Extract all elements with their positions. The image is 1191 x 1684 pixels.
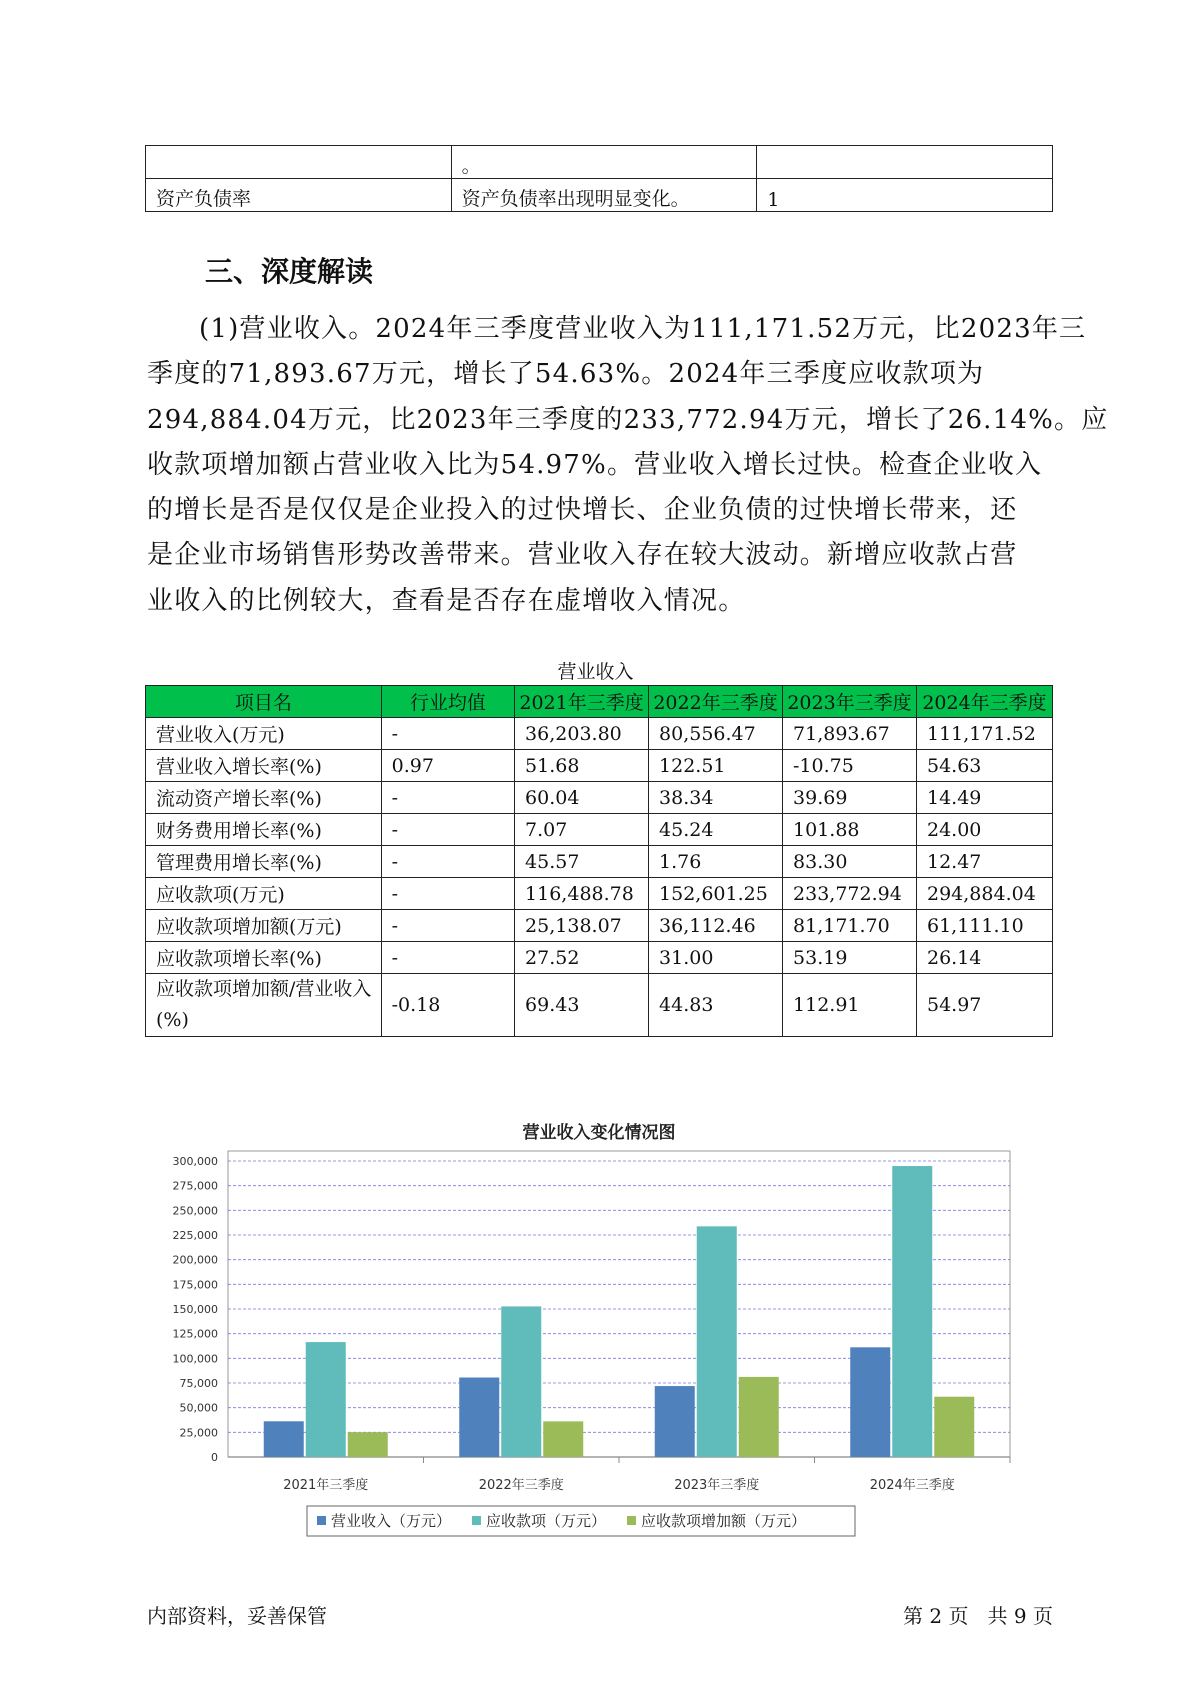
table-cell: 81,171.70	[783, 910, 917, 942]
bar	[264, 1421, 304, 1457]
table-cell: 1.76	[649, 846, 783, 878]
bar	[739, 1377, 779, 1457]
y-tick-label: 200,000	[172, 1253, 218, 1267]
legend-label: 应收款项（万元）	[486, 1512, 607, 1530]
table-cell: 45.57	[515, 846, 649, 878]
bar	[655, 1386, 695, 1457]
table-cell: -	[381, 718, 514, 750]
table-cell: -	[381, 910, 514, 942]
y-tick-label: 175,000	[172, 1278, 218, 1292]
table-cell: 0.97	[381, 750, 514, 782]
table-row	[146, 179, 1053, 212]
y-tick-label: 25,000	[179, 1426, 218, 1440]
table-cell: 83.30	[783, 846, 917, 878]
table-cell: -	[381, 814, 514, 846]
row-label: 管理费用增长率(%)	[146, 846, 382, 878]
table-cell: 24.00	[917, 814, 1053, 846]
table-cell: 122.51	[649, 750, 783, 782]
paragraph-line: 是企业市场销售形势改善带来。营业收入存在较大波动。新增应收款占营	[147, 540, 1018, 571]
x-tick-label: 2021年三季度	[283, 1478, 369, 1493]
table-cell: 54.97	[917, 974, 1053, 1037]
revenue-table	[145, 685, 1053, 1037]
bar	[501, 1306, 541, 1457]
y-tick-label: 125,000	[172, 1327, 218, 1341]
bar	[934, 1397, 974, 1457]
table-cell: 80,556.47	[649, 718, 783, 750]
paragraph-line: (1)营业收入。2024年三季度营业收入为111,171.52万元，比2023年三	[199, 314, 1087, 344]
y-tick-label: 275,000	[172, 1179, 218, 1193]
table-cell: 116,488.78	[515, 878, 649, 910]
y-tick-label: 250,000	[172, 1204, 218, 1218]
table-cell: -	[381, 878, 514, 910]
revenue-chart	[145, 1100, 1053, 1560]
y-tick-label: 50,000	[179, 1401, 218, 1415]
column-header: 2021年三季度	[515, 686, 649, 718]
row-label: 财务费用增长率(%)	[146, 814, 382, 846]
table-cell: 31.00	[649, 942, 783, 974]
table-header-row	[146, 686, 1053, 718]
table-caption: 营业收入	[557, 661, 634, 683]
table-cell: 152,601.25	[649, 878, 783, 910]
table-cell: 39.69	[783, 782, 917, 814]
table-cell: 44.83	[649, 974, 783, 1037]
bar	[697, 1226, 737, 1457]
table-row	[146, 718, 1053, 750]
row-label: 流动资产增长率(%)	[146, 782, 382, 814]
table-cell: 71,893.67	[783, 718, 917, 750]
table-row	[146, 782, 1053, 814]
table-cell	[146, 146, 452, 179]
x-tick-label: 2022年三季度	[478, 1478, 564, 1493]
table-row	[146, 878, 1053, 910]
bar	[892, 1166, 932, 1457]
table-cell: 36,203.80	[515, 718, 649, 750]
legend-label: 营业收入（万元）	[331, 1512, 452, 1530]
row-label: 应收款项增加额(万元)	[146, 910, 382, 942]
table-cell: -10.75	[783, 750, 917, 782]
y-tick-label: 225,000	[172, 1229, 218, 1242]
table-row	[146, 750, 1053, 782]
summary-table	[145, 145, 1053, 212]
row-label: 应收款项增加额/营业收入(%)	[146, 974, 382, 1037]
bar	[850, 1347, 890, 1457]
bar	[306, 1342, 346, 1457]
y-tick-label: 300,000	[172, 1155, 218, 1168]
table-cell: 资产负债率出现明显变化。	[451, 179, 757, 212]
paragraph-line: 收款项增加额占营业收入比为54.97%。营业收入增长过快。检查企业收入	[147, 449, 1043, 480]
paragraph-line: 业收入的比例较大，查看是否存在虚增收入情况。	[147, 585, 746, 616]
table-cell: 60.04	[515, 782, 649, 814]
y-tick-label: 0	[211, 1451, 218, 1464]
table-cell: 54.63	[917, 750, 1053, 782]
section-heading: 三、深度解读	[205, 255, 374, 288]
row-label: 应收款项(万元)	[146, 878, 382, 910]
table-cell	[757, 146, 1053, 179]
x-tick-label: 2023年三季度	[674, 1478, 760, 1493]
table-cell: 12.47	[917, 846, 1053, 878]
column-header: 2024年三季度	[917, 686, 1053, 718]
table-cell: 36,112.46	[649, 910, 783, 942]
footer-confidential: 内部资料，妥善保管	[147, 1604, 327, 1628]
table-cell: 7.07	[515, 814, 649, 846]
y-tick-label: 75,000	[179, 1377, 218, 1390]
y-tick-label: 100,000	[172, 1352, 218, 1366]
row-label: 营业收入(万元)	[146, 718, 382, 750]
table-cell: 27.52	[515, 942, 649, 974]
legend-swatch	[472, 1516, 481, 1525]
chart-title: 营业收入变化情况图	[522, 1123, 676, 1143]
table-row	[146, 814, 1053, 846]
row-label: 应收款项增长率(%)	[146, 942, 382, 974]
bar	[543, 1421, 583, 1457]
bar	[348, 1432, 388, 1457]
table-cell: 26.14	[917, 942, 1053, 974]
table-row	[146, 910, 1053, 942]
table-row	[146, 942, 1053, 974]
table-cell: -	[381, 942, 514, 974]
table-cell: 101.88	[783, 814, 917, 846]
column-header: 项目名	[146, 686, 382, 718]
legend-swatch	[627, 1516, 636, 1525]
table-cell: 45.24	[649, 814, 783, 846]
table-cell: 38.34	[649, 782, 783, 814]
table-cell: 233,772.94	[783, 878, 917, 910]
table-row	[146, 974, 1053, 1037]
table-row	[146, 146, 1053, 179]
legend-swatch	[317, 1516, 326, 1525]
table-cell: 294,884.04	[917, 878, 1053, 910]
table-row	[146, 846, 1053, 878]
table-cell: 61,111.10	[917, 910, 1053, 942]
x-tick-label: 2024年三季度	[869, 1478, 955, 1493]
table-cell: 资产负债率	[146, 179, 452, 212]
paragraph-line: 294,884.04万元，比2023年三季度的233,772.94万元，增长了26.14%。应	[147, 404, 1109, 435]
table-cell: 69.43	[515, 974, 649, 1037]
row-label: 营业收入增长率(%)	[146, 750, 382, 782]
chart-svg	[145, 1100, 1053, 1560]
table-cell: -	[381, 846, 514, 878]
table-cell: 。	[451, 146, 757, 179]
bar	[459, 1378, 499, 1457]
column-header: 行业均值	[381, 686, 514, 718]
column-header: 2022年三季度	[649, 686, 783, 718]
table-cell: -	[381, 782, 514, 814]
analysis-paragraph	[147, 307, 1109, 624]
footer-page-number: 第 2 页 共 9 页	[903, 1604, 1053, 1628]
legend-label: 应收款项增加额（万元）	[641, 1512, 807, 1530]
table-cell: 112.91	[783, 974, 917, 1037]
column-header: 2023年三季度	[783, 686, 917, 718]
table-cell: -0.18	[381, 974, 514, 1037]
table-cell: 25,138.07	[515, 910, 649, 942]
table-cell: 51.68	[515, 750, 649, 782]
table-cell: 1	[757, 179, 1053, 212]
table-cell: 53.19	[783, 942, 917, 974]
table-cell: 111,171.52	[917, 718, 1053, 750]
paragraph-line: 季度的71,893.67万元，增长了54.63%。2024年三季度应收款项为	[147, 359, 985, 390]
table-cell: 14.49	[917, 782, 1053, 814]
paragraph-line: 的增长是否是仅仅是企业投入的过快增长、企业负债的过快增长带来，还	[147, 495, 1018, 526]
y-tick-label: 150,000	[172, 1303, 218, 1316]
